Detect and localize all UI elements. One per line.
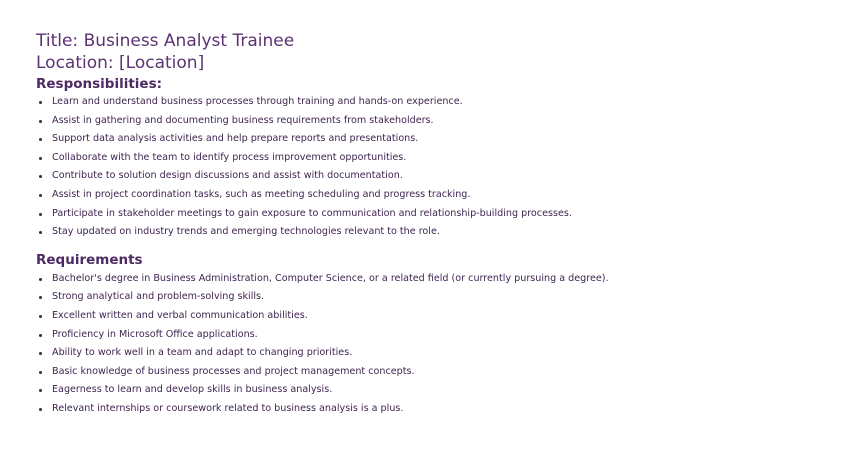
requirement-text: Strong analytical and problem-solving skills. — [52, 291, 265, 303]
requirement-item — [36, 326, 826, 345]
job-title: Title: Business Analyst Trainee — [36, 31, 295, 51]
bullet-icon — [39, 101, 42, 104]
responsibilities-heading: Responsibilities: — [36, 76, 163, 92]
responsibility-text: Stay updated on industry trends and emerging technologies relevant to the role. — [52, 226, 440, 238]
bullet-icon — [39, 315, 42, 318]
responsibility-text: Support data analysis activities and help prepare reports and presentations. — [52, 133, 419, 145]
requirement-text: Eagerness to learn and develop skills in business analysis. — [52, 384, 333, 396]
requirement-text: Bachelor's degree in Business Administration, Computer Science, or a related field (or currently pursuing a degree). — [52, 272, 609, 284]
requirements-heading: Requirements — [36, 251, 143, 268]
bullet-icon — [39, 175, 42, 178]
bullet-icon — [39, 194, 42, 197]
bullet-icon — [39, 213, 42, 216]
responsibility-text: Assist in gathering and documenting business requirements from stakeholders. — [52, 114, 434, 126]
responsibility-text: Collaborate with the team to identify process improvement opportunities. — [52, 151, 407, 163]
responsibility-item — [36, 93, 826, 112]
responsibility-text: Participate in stakeholder meetings to gain exposure to communication and relationship-building processes. — [52, 207, 572, 219]
bullet-icon — [39, 352, 42, 355]
requirement-item — [36, 270, 826, 289]
requirement-item — [36, 363, 826, 382]
bullet-icon — [39, 157, 42, 160]
requirement-text: Relevant internships or coursework related to business analysis is a plus. — [52, 402, 404, 414]
bullet-icon — [39, 138, 42, 141]
requirement-text: Excellent written and verbal communication abilities. — [52, 309, 308, 321]
responsibility-item — [36, 186, 826, 205]
requirement-item — [36, 381, 826, 400]
requirement-item — [36, 344, 826, 363]
bullet-icon — [39, 408, 42, 411]
requirement-text: Basic knowledge of business processes and project management concepts. — [52, 365, 415, 377]
requirement-item — [36, 400, 826, 419]
bullet-icon — [39, 334, 42, 337]
bullet-icon — [39, 278, 42, 281]
bullet-icon — [39, 371, 42, 374]
requirements-list — [36, 270, 826, 419]
responsibilities-list — [36, 93, 826, 242]
responsibility-item — [36, 205, 826, 224]
responsibility-item — [36, 167, 826, 186]
job-description-document — [36, 30, 826, 419]
requirement-text: Proficiency in Microsoft Office applications. — [52, 328, 258, 340]
responsibility-item — [36, 130, 826, 149]
responsibility-text: Learn and understand business processes through training and hands-on experience. — [52, 96, 463, 107]
responsibility-item — [36, 112, 826, 131]
responsibility-item — [36, 223, 826, 242]
requirement-item — [36, 307, 826, 326]
responsibility-text: Contribute to solution design discussions and assist with documentation. — [52, 170, 403, 182]
job-location: Location: [Location] — [36, 53, 205, 73]
requirement-item — [36, 288, 826, 307]
responsibility-text: Assist in project coordination tasks, such as meeting scheduling and progress tracking. — [52, 188, 471, 200]
bullet-icon — [39, 231, 42, 234]
bullet-icon — [39, 120, 42, 123]
requirement-text: Ability to work well in a team and adapt to changing priorities. — [52, 347, 353, 359]
bullet-icon — [39, 296, 42, 299]
responsibility-item — [36, 149, 826, 168]
bullet-icon — [39, 389, 42, 392]
